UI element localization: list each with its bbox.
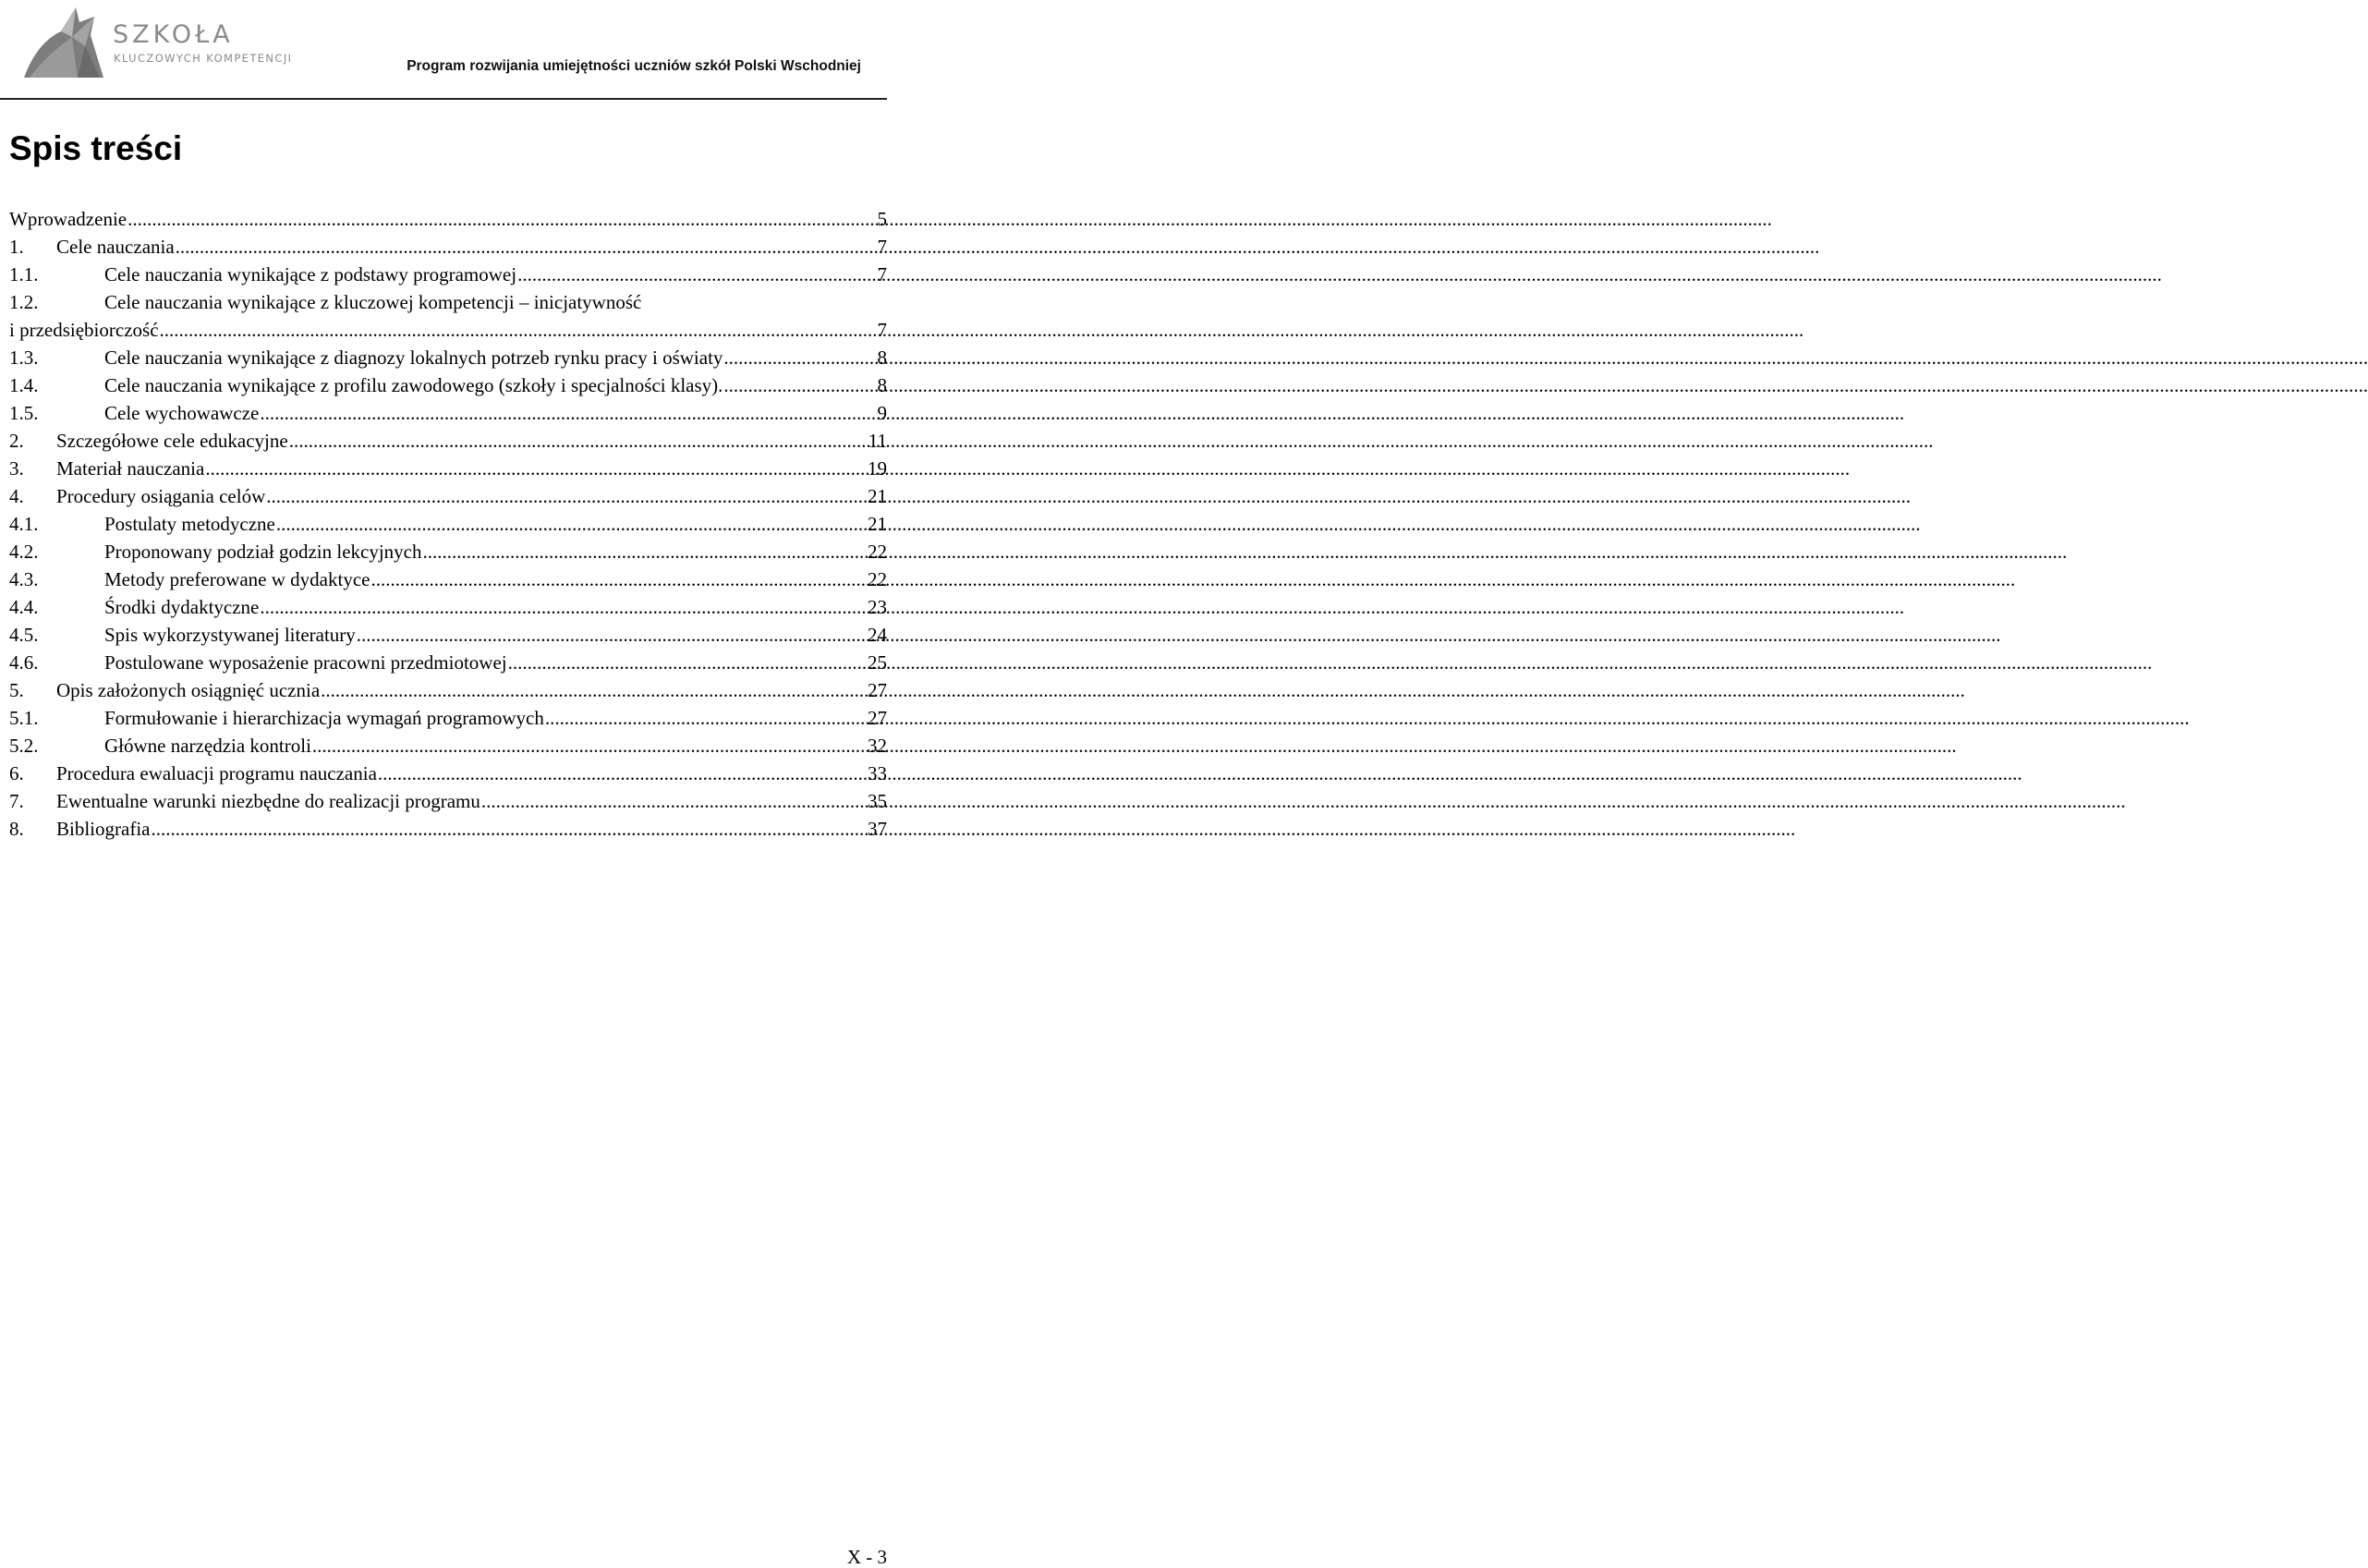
toc-entry-page: 11 [868, 430, 887, 452]
toc-entry-page: 33 [868, 762, 887, 784]
toc-entry-number: 4. [9, 485, 24, 507]
toc-entry[interactable] [9, 399, 887, 427]
toc-entry-title: Postulowane wyposażenie pracowni przedmiotowej [104, 651, 507, 674]
toc-entry[interactable] [9, 732, 887, 760]
toc-dot-leader [370, 565, 867, 593]
toc-dot-leader [289, 427, 868, 455]
toc-entry-title: Cele nauczania wynikające z podstawy programowej [104, 263, 517, 286]
toc-entry-number: 4.3. [9, 568, 39, 590]
toc-entry-title: Opis założonych osiągnięć ucznia [56, 679, 321, 701]
toc-entry-page: 7 [877, 236, 887, 258]
toc-entry-page: 27 [868, 679, 887, 701]
toc-entry[interactable] [9, 565, 887, 593]
toc-entry-title: Spis wykorzystywanej literatury [104, 624, 356, 646]
toc-entry-page: 21 [868, 513, 887, 535]
toc-entry[interactable] [9, 704, 887, 732]
toc-entry[interactable] [9, 288, 887, 344]
toc-entry[interactable] [9, 482, 887, 510]
toc-entry-page: 7 [877, 319, 887, 341]
toc-entry[interactable] [9, 261, 887, 288]
toc-entry[interactable] [9, 760, 887, 787]
toc-entry-title: Cele nauczania [56, 236, 175, 258]
toc-entry-title: Środki dydaktyczne [104, 596, 260, 618]
toc-dot-leader [260, 593, 867, 621]
toc-entry-title: Cele nauczania wynikające z diagnozy lokalnych potrzeb rynku pracy i oświaty [104, 346, 723, 369]
toc-entry[interactable] [9, 621, 887, 649]
toc-entry-number: 4.2. [9, 541, 39, 563]
page-number: X - 3 [846, 1546, 887, 1568]
toc-entry-number: 1.4. [9, 374, 39, 396]
toc-entry-page: 21 [868, 485, 887, 507]
toc-entry[interactable] [9, 455, 887, 482]
toc-entry-page: 8 [877, 346, 887, 369]
toc-entry-title: Proponowany podział godzin lekcyjnych [104, 541, 422, 563]
toc-entry-number: 5. [9, 679, 24, 701]
toc-entry-number: 3. [9, 457, 24, 480]
toc-entry-page: 27 [868, 707, 887, 729]
toc-entry-number: 1.5. [9, 402, 39, 424]
toc-dot-leader [423, 538, 867, 565]
toc-entry-title: Szczegółowe cele edukacyjne [56, 430, 288, 452]
toc-entry[interactable] [9, 787, 887, 815]
toc-dot-leader [357, 621, 867, 649]
toc-entry-number: 4.6. [9, 651, 39, 674]
toc-entry-page: 9 [877, 402, 887, 424]
toc-entry-number: 5.1. [9, 707, 39, 729]
toc-entry-number: 1.3. [9, 346, 39, 369]
toc-entry[interactable] [9, 538, 887, 565]
toc-entry-page: 37 [868, 818, 887, 840]
toc-entry[interactable] [9, 815, 887, 843]
toc-entry-title: Metody preferowane w dydaktyce [104, 568, 370, 590]
logo-subtitle: KLUCZOWYCH KOMPETENCJI [114, 52, 293, 65]
table-of-contents [9, 205, 887, 843]
toc-dot-leader [276, 510, 867, 538]
toc-dot-leader [723, 344, 876, 371]
toc-dot-leader [508, 649, 867, 676]
toc-entry-page: 7 [877, 263, 887, 286]
toc-entry-title-continuation: i przedsiębiorczość [9, 319, 159, 341]
toc-entry-number: 1.1. [9, 263, 39, 286]
toc-dot-leader [517, 261, 876, 288]
toc-entry-number: 4.5. [9, 624, 39, 646]
toc-entry-title: Materiał nauczania [56, 457, 205, 480]
toc-entry-title: Postulaty metodyczne [104, 513, 275, 535]
toc-dot-leader [545, 704, 867, 732]
mountain-logo-icon [20, 6, 109, 83]
toc-entry-page: 23 [868, 596, 887, 618]
toc-entry[interactable] [9, 371, 887, 399]
toc-entry-page: 22 [868, 568, 887, 590]
toc-entry-page: 19 [868, 457, 887, 480]
header-divider [0, 98, 887, 100]
toc-entry-title: Procedury osiągania celów [56, 485, 266, 507]
toc-entry[interactable] [9, 205, 887, 233]
toc-entry-page: 5 [877, 208, 887, 230]
toc-entry[interactable] [9, 233, 887, 261]
toc-dot-leader [266, 482, 867, 510]
toc-entry[interactable] [9, 676, 887, 704]
toc-entry[interactable] [9, 649, 887, 676]
toc-entry-page: 8 [877, 374, 887, 396]
toc-entry-page: 35 [868, 790, 887, 812]
toc-dot-leader [312, 732, 867, 760]
toc-entry-title: Cele nauczania wynikające z kluczowej kompetencji – inicjatywność [104, 291, 642, 313]
toc-dot-leader [321, 676, 867, 704]
toc-dot-leader [128, 205, 876, 233]
toc-entry-title: Cele nauczania wynikające z profilu zawodowego (szkoły i specjalności klasy). [104, 374, 723, 396]
toc-entry-number: 4.4. [9, 596, 39, 618]
toc-dot-leader [260, 399, 876, 427]
toc-dot-leader [160, 316, 877, 344]
toc-entry-page: 25 [868, 651, 887, 674]
toc-entry-title: Procedura ewaluacji programu nauczania [56, 762, 377, 784]
toc-entry-title: Bibliografia [56, 818, 151, 840]
toc-entry[interactable] [9, 344, 887, 371]
toc-entry-number: 2. [9, 430, 24, 452]
toc-entry-number: 7. [9, 790, 24, 812]
toc-entry-number: 1. [9, 236, 24, 258]
toc-entry-number: 1.2. [9, 291, 39, 313]
toc-entry[interactable] [9, 593, 887, 621]
toc-entry-number: 8. [9, 818, 24, 840]
toc-heading: Spis treści [9, 129, 183, 167]
toc-dot-leader [176, 233, 877, 261]
toc-entry-title: Wprowadzenie [9, 208, 128, 230]
logo-title: SZKOŁA [113, 20, 234, 49]
toc-entry-number: 5.2. [9, 735, 39, 757]
toc-dot-leader [481, 787, 867, 815]
school-logo [20, 6, 298, 83]
toc-entry-number: 6. [9, 762, 24, 784]
toc-dot-leader [723, 371, 876, 399]
program-title: Program rozwijania umiejętności uczniów szkół Polski Wschodniej [407, 58, 861, 74]
toc-entry[interactable] [9, 427, 887, 455]
toc-dot-leader [151, 815, 867, 843]
toc-entry-title: Główne narzędzia kontroli [104, 735, 311, 757]
toc-entry-title: Ewentualne warunki niezbędne do realizacji programu [56, 790, 480, 812]
toc-entry-page: 22 [868, 541, 887, 563]
toc-entry-title: Formułowanie i hierarchizacja wymagań programowych [104, 707, 544, 729]
toc-entry-number: 4.1. [9, 513, 39, 535]
toc-dot-leader [378, 760, 867, 787]
toc-dot-leader [205, 455, 867, 482]
toc-entry-page: 32 [868, 735, 887, 757]
toc-entry-page: 24 [868, 624, 887, 646]
toc-entry[interactable] [9, 510, 887, 538]
toc-entry-title: Cele wychowawcze [104, 402, 260, 424]
page-header [0, 0, 887, 103]
